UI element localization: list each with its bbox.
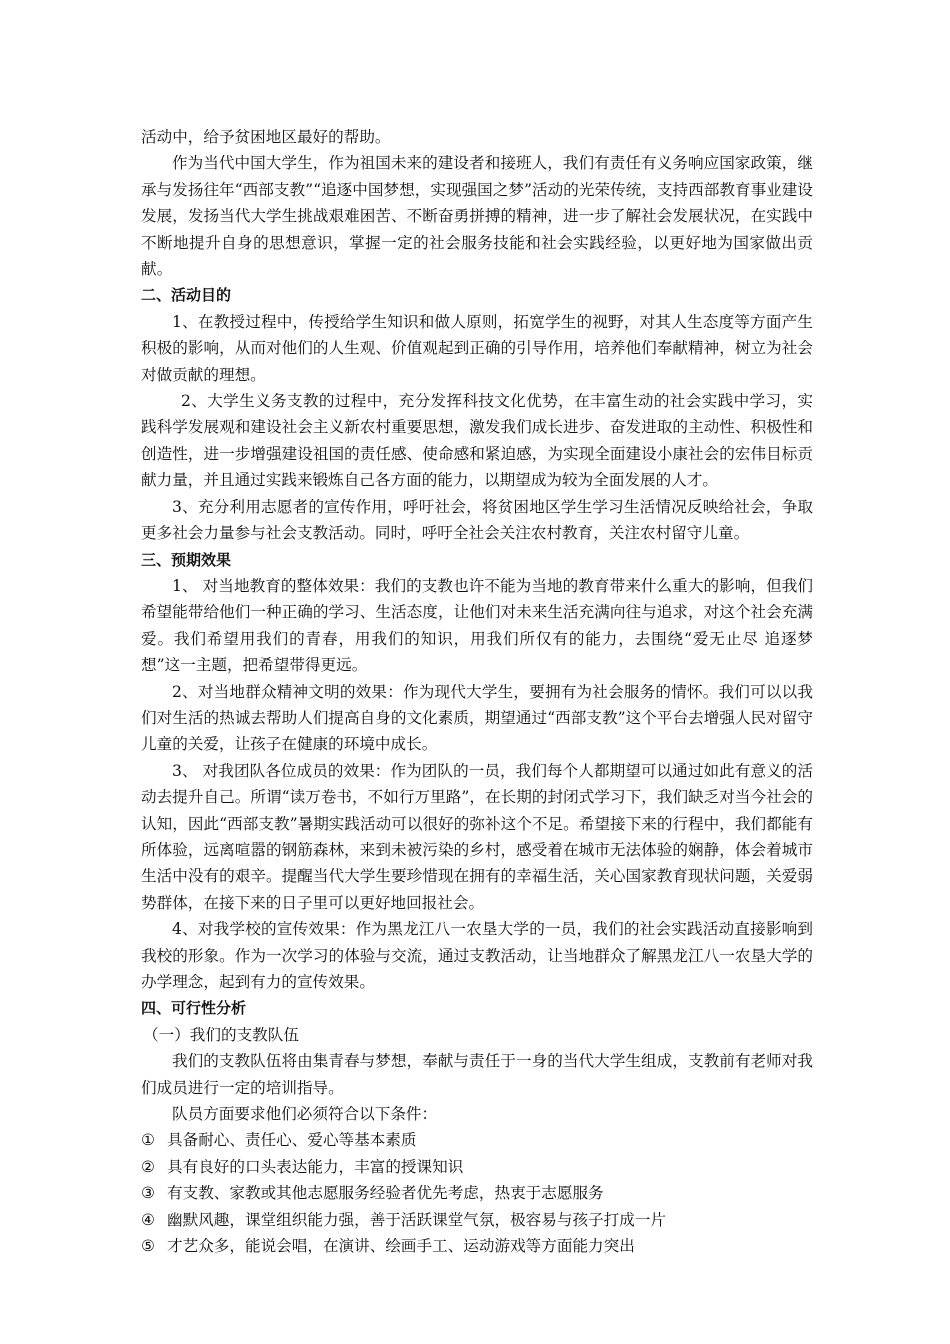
paragraph-team-desc: 我们的支教队伍将由集青春与梦想，奉献与责任于一身的当代大学生组成，支教前有老师对我们成员进行一定的培训指导。 xyxy=(141,1052,813,1097)
paragraph-effect-4: 4、对我学校的宣传效果：作为黑龙江八一农垦大学的一员，我们的社会实践活动直接影响到我校的形象。作为一次学习的体验与交流，通过支教活动，让当地群众了解黑龙江八一农垦大学的办学理念，起到有力的宣传效果。 xyxy=(141,920,813,991)
list-number: ③ xyxy=(141,1184,155,1203)
paragraph-effect-1: 1、 对当地教育的整体效果：我们的支教也许不能为当地的教育带来什么重大的影响，但我们希望能带给他们一种正确的学习、生活态度，让他们对未来生活充满向往与追求，对这个社会充满爱。我们希望用我们的青春，用我们的知识，用我们所仅有的能力，去围绕“爱无止尽 追逐梦想”这一主题，把希望带得更远。 xyxy=(141,576,813,675)
paragraph-team-req: 队员方面要求他们必须符合以下条件： xyxy=(172,1105,438,1124)
list-item xyxy=(141,1207,813,1233)
list-text: 具有良好的口头表达能力，丰富的授课知识 xyxy=(167,1157,464,1176)
conditions-list xyxy=(141,1127,813,1259)
list-number: ④ xyxy=(141,1210,155,1229)
list-text: 幽默风趣，课堂组织能力强，善于活跃课堂气氛，极容易与孩子打成一片 xyxy=(167,1210,667,1229)
list-number: ① xyxy=(141,1131,155,1150)
list-text: 有支教、家教或其他志愿服务经验者优先考虑，热衷于志愿服务 xyxy=(167,1184,604,1203)
list-text: 具备耐心、责任心、爱心等基本素质 xyxy=(167,1131,417,1150)
list-item xyxy=(141,1233,813,1259)
paragraph-responsibility: 作为当代中国大学生，作为祖国未来的建设者和接班人，我们有责任有义务响应国家政策，继承与发扬往年“西部支教”“追逐中国梦想，实现强国之梦”活动的光荣传统，支持西部教育事业建设发展，发扬当代大学生挑战艰难困苦、不断奋勇拼搏的精神，进一步了解社会发展状况，在实践中不断地提升自身的思想意识，掌握一定的社会服务技能和社会实践经验，以更好地为国家做出贡献。 xyxy=(141,154,813,279)
list-number: ② xyxy=(141,1157,155,1176)
heading-feasibility: 四、可行性分析 xyxy=(141,999,247,1018)
paragraph-purpose-1: 1、在教授过程中，传授给学生知识和做人原则，拓宽学生的视野，对其人生态度等方面产生积极的影响，从而对他们的人生观、价值观起到正确的引导作用，培养他们奉献精神，树立为社会对做贡献的理想。 xyxy=(141,312,813,384)
list-item xyxy=(141,1180,813,1206)
list-text: 才艺众多，能说会唱，在演讲、绘画手工、运动游戏等方面能力突出 xyxy=(167,1237,635,1256)
paragraph-effect-2: 2、对当地群众精神文明的效果：作为现代大学生，要拥有为社会服务的情怀。我们可以以我们对生活的热诚去帮助人们提高自身的文化素质，期望通过“西部支教”这个平台去增强人民对留守儿童的关爱，让孩子在健康的环境中成长。 xyxy=(141,682,813,754)
list-number: ⑤ xyxy=(141,1237,155,1256)
list-item xyxy=(141,1154,813,1180)
paragraph-intro-end: 活动中，给予贫困地区最好的帮助。 xyxy=(141,128,391,146)
heading-effect: 三、预期效果 xyxy=(141,550,232,569)
heading-purpose: 二、活动目的 xyxy=(141,286,232,305)
document-body xyxy=(141,124,813,1259)
paragraph-effect-3: 3、 对我团队各位成员的效果：作为团队的一员，我们每个人都期望可以通过如此有意义的活动去提升自己。所谓“读万卷书，不如行万里路”，在长期的封闭式学习下，我们缺乏对当今社会的认知，因此“西部支教”暑期实践活动可以很好的弥补这个不足。希望接下来的行程中，我们都能有所体验，远离喧嚣的钢筋森林，来到未被污染的乡村，感受着在城市无法体验的娴静，体会着城市生活中没有的艰辛。提醒当代大学生要珍惜现在拥有的幸福生活，关心国家教育现状问题，关爱弱势群体，在接下来的日子里可以更好地回报社会。 xyxy=(141,761,813,912)
paragraph-purpose-2: 2、大学生义务支教的过程中，充分发挥科技文化优势，在丰富生动的社会实践中学习，实践科学发展观和建设社会主义新农村重要思想，激发我们成长进步、奋发进取的主动性、积极性和创造性，进一步增强建设祖国的责任感、使命感和紧迫感，为实现全面建设小康社会的宏伟目标贡献力量，并且通过实践来锻炼自己各方面的能力，以期望成为较为全面发展的人才。 xyxy=(141,392,813,490)
paragraph-purpose-3: 3、充分利用志愿者的宣传作用，呼吁社会，将贫困地区学生学习生活情况反映给社会，争取更多社会力量参与社会支教活动。同时，呼吁全社会关注农村教育，关注农村留守儿童。 xyxy=(141,497,813,543)
list-item xyxy=(141,1127,813,1153)
subheading-team: （一）我们的支教队伍 xyxy=(143,1025,299,1044)
